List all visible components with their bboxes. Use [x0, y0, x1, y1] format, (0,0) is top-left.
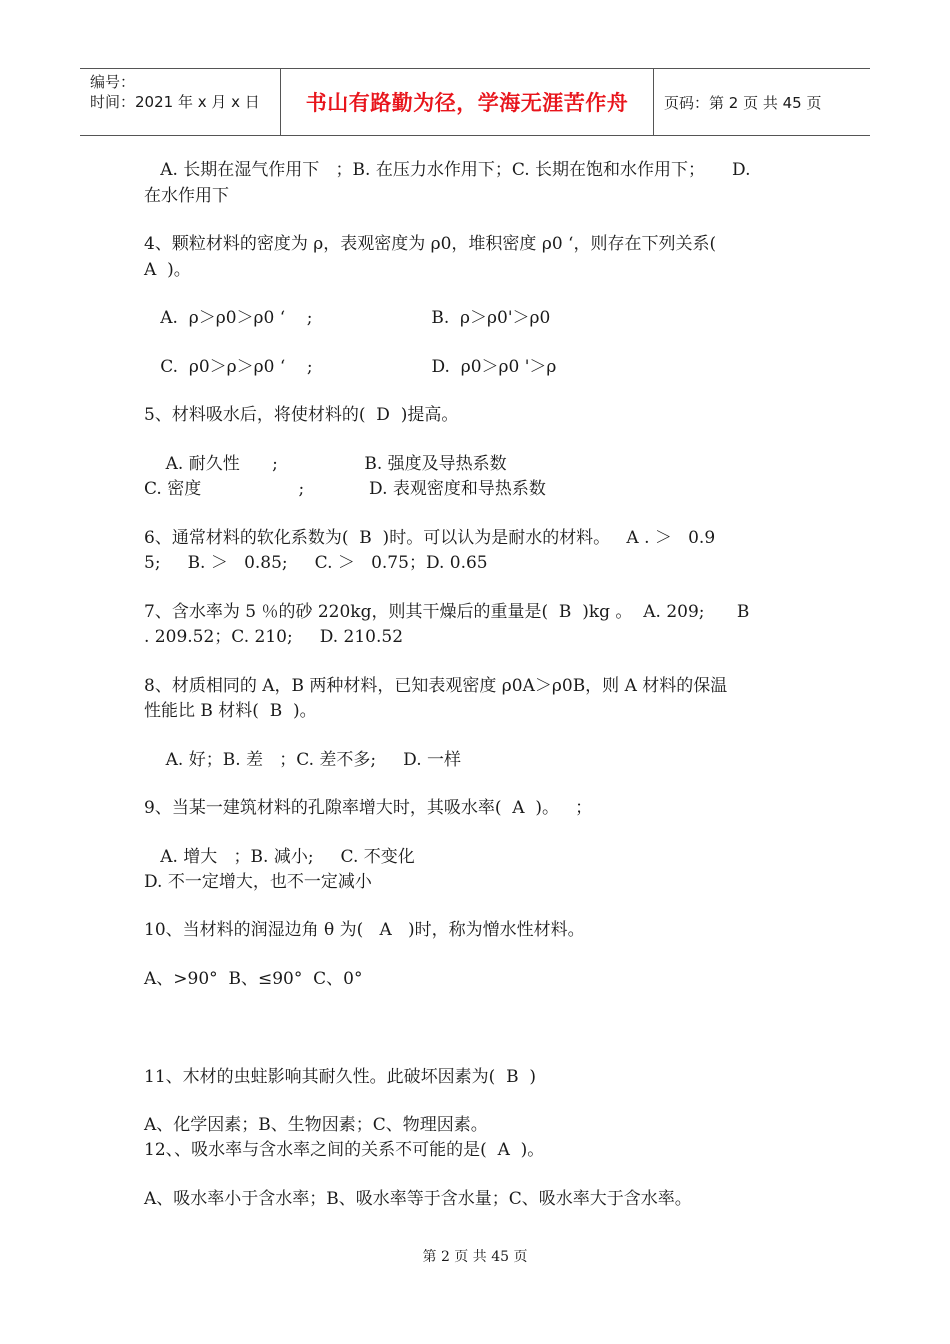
text-line: 9、当某一建筑材料的孔隙率增大时，其吸水率( A )。 ； [144, 798, 593, 818]
header-motto-cell [281, 69, 654, 135]
header-page-info [654, 69, 870, 135]
text-line: 5、材料吸水后，将使材料的( D )提高。 [144, 405, 459, 425]
text-line: D. 不一定增大，也不一定减小 [144, 872, 372, 892]
text-line: A. 耐久性 ; B. 强度及导热系数 [144, 454, 507, 474]
text-line: A、吸水率小于含水率；B、吸水率等于含水量；C、吸水率大于含水率。 [144, 1189, 692, 1209]
text-line: A. 增大 ；B. 减小; C. 不变化 [144, 847, 415, 867]
number-label: 编号： [90, 73, 136, 91]
text-line: C. 密度 ; D. 表观密度和导热系数 [144, 479, 546, 499]
text-line: . 209.52；C. 210; D. 210.52 [144, 627, 404, 647]
text-line: 7、含水率为 5 ％的砂 220kg，则其干燥后的重量是( B )kg 。 A. 209; B [144, 602, 750, 622]
text-line: 11、木材的虫蛀影响其耐久性。此破坏因素为( B ) [144, 1067, 537, 1087]
text-line: 在水作用下 [144, 186, 229, 206]
text-line: 性能比 B 材料( B )。 [144, 701, 317, 721]
text-line: 10、当材料的润湿边角 θ 为( A )时，称为憎水性材料。 [144, 920, 585, 940]
footer-page-number: 第 2 页 共 45 页 [422, 1249, 528, 1265]
text-line: A. 好；B. 差 ；C. 差不多; D. 一样 [144, 750, 462, 770]
text-line: 4、颗粒材料的密度为 ρ，表观密度为 ρ0，堆积密度 ρ0 ‘，则存在下列关系( [144, 234, 717, 254]
header-meta [80, 69, 281, 135]
text-line: 12、、吸水率与含水率之间的关系不可能的是( A )。 [144, 1140, 545, 1160]
text-line: A、>90° B、≤90° C、0° [144, 969, 363, 989]
page-footer [0, 1246, 950, 1266]
text-line: A )。 [144, 260, 191, 280]
text-line: C. ρ0＞ρ＞ρ0 ‘ ; D. ρ0＞ρ0 '＞ρ [144, 357, 557, 377]
page-info: 页码：第 2 页 共 45 页 [664, 93, 822, 112]
text-line: A、化学因素；B、生物因素；C、物理因素。 [144, 1115, 488, 1135]
motto: 书山有路勤为径，学海无涯苦作舟 [305, 91, 629, 115]
page-header [80, 68, 870, 136]
text-line: 8、材质相同的 A，B 两种材料，已知表观密度 ρ0A＞ρ0B，则 A 材料的保温 [144, 676, 728, 696]
text-line: 6、通常材料的软化系数为( B )时。可以认为是耐水的材料。 A . ＞ 0.9 [144, 528, 716, 548]
time-label: 时间：2021 年 x 月 x 日 [90, 93, 260, 111]
text-line: A. ρ＞ρ0＞ρ0 ‘ ; B. ρ＞ρ0'＞ρ0 [144, 308, 551, 328]
text-line: 5; B. ＞ 0.85; C. ＞ 0.75；D. 0.65 [144, 553, 488, 573]
text-line: A. 长期在湿气作用下 ；B. 在压力水作用下；C. 长期在饱和水作用下； D. [144, 160, 751, 180]
